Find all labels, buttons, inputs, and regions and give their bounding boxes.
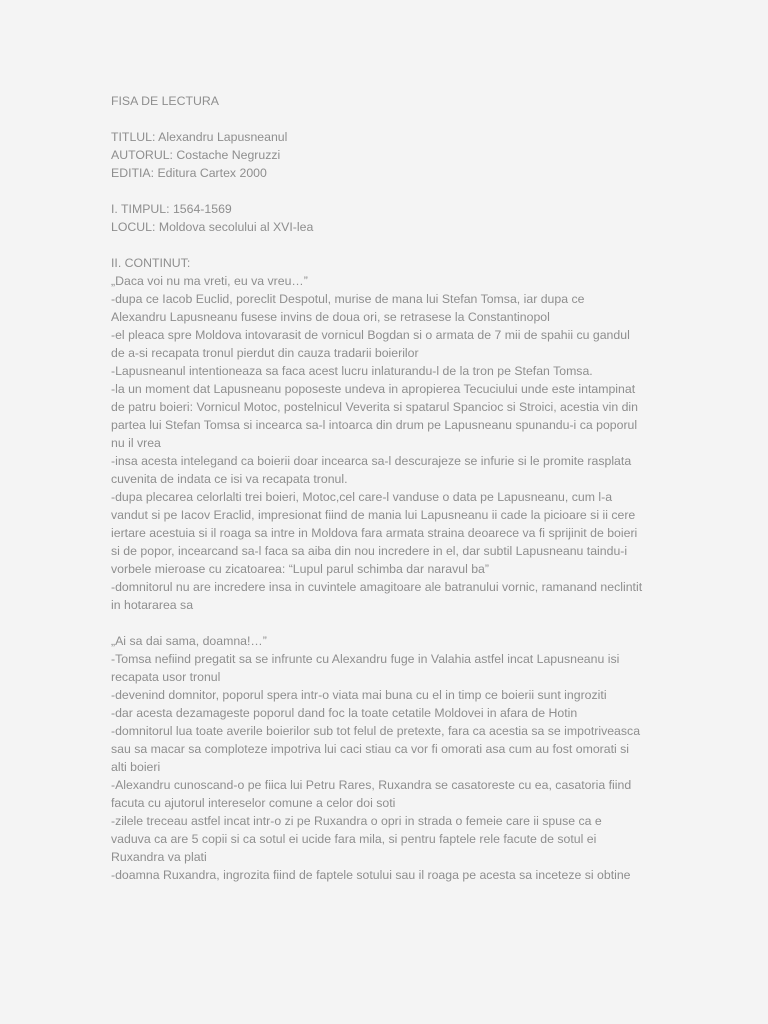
meta-author: AUTORUL: Costache Negruzzi <box>111 148 281 162</box>
text-line: -Lapusneanul intentioneaza sa faca acest lucru inlaturandu-l de la tron pe Stefan Tomsa. <box>111 364 593 378</box>
quote-line: „Daca voi nu ma vreti, eu va vreu…” <box>111 274 308 288</box>
section-heading: II. CONTINUT: <box>111 256 191 270</box>
text-line: -zilele treceau astfel incat intr-o zi pe Ruxandra o opri in strada o femeie care ii spuse ca e <box>111 814 602 828</box>
text-line: de patru boieri: Vornicul Motoc, postelnicul Veverita si spatarul Spancioc si Stroici, acestia vin din <box>111 400 638 414</box>
meta-edition: EDITIA: Editura Cartex 2000 <box>111 166 267 180</box>
spacer <box>111 614 668 632</box>
content-section-2 <box>111 632 668 884</box>
text-line: -dupa ce Iacob Euclid, poreclit Despotul, murise de mana lui Stefan Tomsa, iar dupa ce <box>111 292 585 306</box>
text-line: -domnitorul nu are incredere insa in cuvintele amagitoare ale batranului vornic, ramanand neclintit <box>111 580 643 594</box>
text-line: alti boieri <box>111 760 161 774</box>
text-line: iertare acestuia si il roaga sa intre in Moldova fara armata straina deoarece va fi sprijinit de boieri <box>111 526 638 540</box>
text-line: partea lui Stefan Tomsa si incearca sa-l intoarca din drum pe Lapusneanu spunandu-i ca poporul <box>111 418 638 432</box>
text-line: de a-si recapata tronul pierdut din cauza tradarii boierilor <box>111 346 419 360</box>
text-line: vaduva ca are 5 copii si ca sotul ei ucide fara mila, si pentru faptele rele facute de sotul ei <box>111 832 597 846</box>
text-line: -Alexandru cunoscand-o pe fiica lui Petru Rares, Ruxandra se casatoreste cu ea, casatoria fiind <box>111 778 632 792</box>
text-line: -devenind domnitor, poporul spera intr-o viata mai buna cu el in timp ce boierii sunt ingroziti <box>111 688 607 702</box>
document-heading: FISA DE LECTURA <box>111 94 219 108</box>
text-line: -dupa plecarea celorlalti trei boieri, Motoc,cel care-l vanduse o data pe Lapusneanu, cum l-a <box>111 490 613 504</box>
text-line: -dar acesta dezamageste poporul dand foc la toate cetatile Moldovei in afara de Hotin <box>111 706 578 720</box>
text-line: cuvenita de indata ce isi va recapata tronul. <box>111 472 348 486</box>
text-line: vandut si pe Iacov Eraclid, impresionat fiind de mania lui Lapusneanu ii cade la picioare si ii cere <box>111 508 636 522</box>
text-line: -la un moment dat Lapusneanu poposeste undeva in apropierea Tecuciului unde este intampinat <box>111 382 636 396</box>
text-line: in hotararea sa <box>111 598 194 612</box>
spacer <box>111 110 668 128</box>
text-line: -doamna Ruxandra, ingrozita fiind de faptele sotului sau il roaga pe acesta sa inceteze si obtine <box>111 868 631 882</box>
text-line: Ruxandra va plati <box>111 850 207 864</box>
text-line: nu il vrea <box>111 436 161 450</box>
text-line: -Tomsa nefiind pregatit sa se infrunte cu Alexandru fuge in Valahia astfel incat Lapusneanu isi <box>111 652 620 666</box>
text-line: facuta cu ajutorul intereselor comune a celor doi soti <box>111 796 396 810</box>
spacer <box>111 236 668 254</box>
content-section-1 <box>111 254 668 614</box>
text-line: vorbele mieroase cu zicatoarea: “Lupul parul schimba dar naravul ba” <box>111 562 489 576</box>
place-line: LOCUL: Moldova secolului al XVI-lea <box>111 220 314 234</box>
time-place-block <box>111 200 668 236</box>
text-line: -el pleaca spre Moldova intovarasit de vornicul Bogdan si o armata de 7 mii de spahii cu gandul <box>111 328 630 342</box>
text-line: si de popor, incearcand sa-l faca sa aiba din nou incredere in el, dar subtil Lapusneanu taindu-i <box>111 544 628 558</box>
spacer <box>111 182 668 200</box>
meta-block <box>111 128 668 182</box>
text-line: -insa acesta intelegand ca boierii doar incearca sa-l descurajeze se infurie si le promite rasplata <box>111 454 632 468</box>
text-line: -domnitorul lua toate averile boierilor sub tot felul de pretexte, fara ca acestia sa se impotriveasca <box>111 724 641 738</box>
text-line: recapata usor tronul <box>111 670 221 684</box>
time-line: I. TIMPUL: 1564-1569 <box>111 202 232 216</box>
meta-title: TITLUL: Alexandru Lapusneanul <box>111 130 288 144</box>
text-line: sau sa macar sa comploteze impotriva lui caci stiau ca vor fi omorati asa cum au fost omorati si <box>111 742 630 756</box>
text-line: Alexandru Lapusneanu fusese invins de doua ori, se retrasese la Constantinopol <box>111 310 550 324</box>
quote-line: „Ai sa dai sama, doamna!…” <box>111 634 267 648</box>
